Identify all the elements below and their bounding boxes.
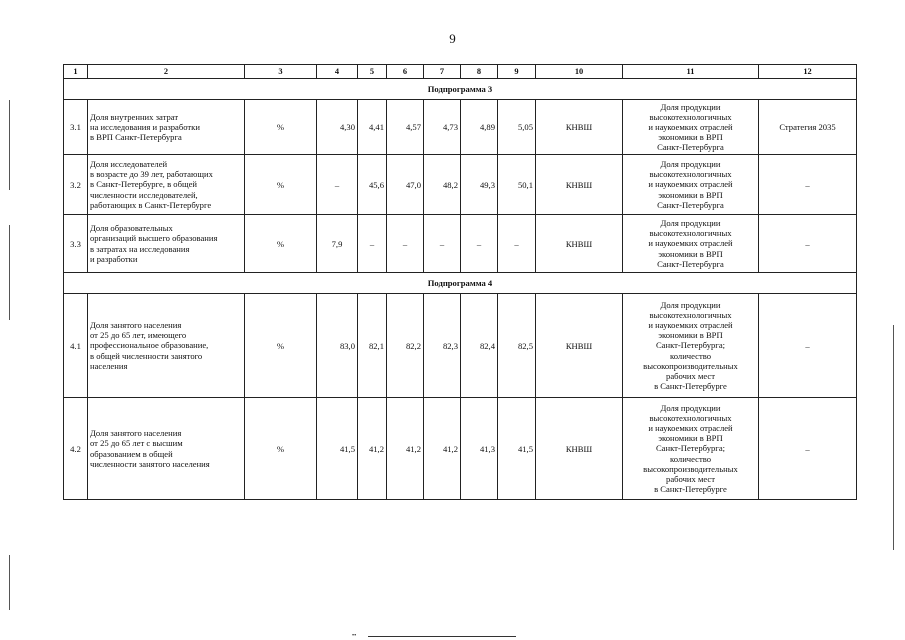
value-cell: 7,9 [317,215,358,273]
binding-mark-left-2 [9,225,10,320]
source-cell: КНВШ [536,100,623,155]
header-cell: 5 [358,65,387,79]
subprogram-4-band [64,273,857,294]
value-cell: 82,3 [424,294,461,398]
row-number: 4.2 [64,398,88,500]
value-cell: 41,5 [317,398,358,500]
value-cell: 4,57 [387,100,424,155]
source-cell: КНВШ [536,398,623,500]
header-cell: 4 [317,65,358,79]
value-cell: 48,2 [424,155,461,215]
value-cell: 82,5 [498,294,536,398]
table-row [64,155,857,215]
unit-cell: % [245,100,317,155]
footer-rule [368,636,516,637]
target-indicator-cell: Доля продукции высокотехнологичных и наукоемких отраслей экономики в ВРП Санкт-Петербурга [623,100,759,155]
value-cell: 4,89 [461,100,498,155]
value-cell: – [358,215,387,273]
indicator-description: Доля исследователей в возрасте до 39 лет, работающих в Санкт-Петербурге, в общей численности исследователей, работающих в Санкт-Петербурге [88,155,245,215]
document-cell: – [759,294,857,398]
source-cell: КНВШ [536,294,623,398]
target-indicator-cell: Доля продукции высокотехнологичных и наукоемких отраслей экономики в ВРП Санкт-Петербурга; количество высокопроизводительных рабочих мест в Санкт-Петербурге [623,398,759,500]
subprogram-3-band [64,79,857,100]
document-cell: – [759,215,857,273]
table-row [64,398,857,500]
value-cell: – [498,215,536,273]
target-indicator-cell: Доля продукции высокотехнологичных и наукоемких отраслей экономики в ВРП Санкт-Петербурга [623,155,759,215]
header-cell: 7 [424,65,461,79]
document-cell: – [759,155,857,215]
value-cell: 41,3 [461,398,498,500]
scan-mark: •• [352,633,357,639]
indicator-description: Доля образовательных организаций высшего образования в затратах на исследования и разработки [88,215,245,273]
document-cell: Стратегия 2035 [759,100,857,155]
value-cell: 49,3 [461,155,498,215]
value-cell: 41,5 [498,398,536,500]
table-row [64,294,857,398]
page-number: 9 [449,31,456,46]
binding-mark-right [893,325,894,550]
value-cell: 4,73 [424,100,461,155]
header-cell: 10 [536,65,623,79]
value-cell: 4,30 [317,100,358,155]
row-number: 3.2 [64,155,88,215]
header-cell: 9 [498,65,536,79]
value-cell: 83,0 [317,294,358,398]
target-indicator-cell: Доля продукции высокотехнологичных и наукоемких отраслей экономики в ВРП Санкт-Петербурга; количество высокопроизводительных рабочих мест в Санкт-Петербурге [623,294,759,398]
header-cell: 6 [387,65,424,79]
value-cell: 47,0 [387,155,424,215]
header-cell: 1 [64,65,88,79]
header-cell: 3 [245,65,317,79]
indicators-table [63,64,857,500]
indicator-description: Доля внутренних затрат на исследования и разработки в ВРП Санкт-Петербурга [88,100,245,155]
unit-cell: % [245,398,317,500]
source-cell: КНВШ [536,215,623,273]
value-cell: 82,4 [461,294,498,398]
value-cell: 41,2 [387,398,424,500]
subprogram-title: Подпрограмма 3 [64,79,857,100]
header-cell: 12 [759,65,857,79]
table-row [64,100,857,155]
value-cell: – [461,215,498,273]
value-cell: 82,2 [387,294,424,398]
header-cell: 2 [88,65,245,79]
header-cell: 11 [623,65,759,79]
value-cell: 82,1 [358,294,387,398]
unit-cell: % [245,294,317,398]
header-cell: 8 [461,65,498,79]
target-indicator-cell: Доля продукции высокотехнологичных и наукоемких отраслей экономики в ВРП Санкт-Петербурга [623,215,759,273]
unit-cell: % [245,215,317,273]
value-cell: 4,41 [358,100,387,155]
value-cell: – [387,215,424,273]
binding-mark-left-1 [9,100,10,190]
source-cell: КНВШ [536,155,623,215]
value-cell: 41,2 [358,398,387,500]
document-cell: – [759,398,857,500]
value-cell: 45,6 [358,155,387,215]
subprogram-title: Подпрограмма 4 [64,273,857,294]
row-number: 4.1 [64,294,88,398]
value-cell: 5,05 [498,100,536,155]
table-row [64,215,857,273]
value-cell: 50,1 [498,155,536,215]
value-cell: 41,2 [424,398,461,500]
indicator-description: Доля занятого населения от 25 до 65 лет с высшим образованием в общей численности занятого населения [88,398,245,500]
value-cell: – [317,155,358,215]
table-header-row [64,65,857,79]
row-number: 3.3 [64,215,88,273]
row-number: 3.1 [64,100,88,155]
unit-cell: % [245,155,317,215]
binding-mark-left-3 [9,555,10,610]
value-cell: – [424,215,461,273]
indicator-description: Доля занятого населения от 25 до 65 лет, имеющего профессиональное образование, в общей численности занятого населения [88,294,245,398]
